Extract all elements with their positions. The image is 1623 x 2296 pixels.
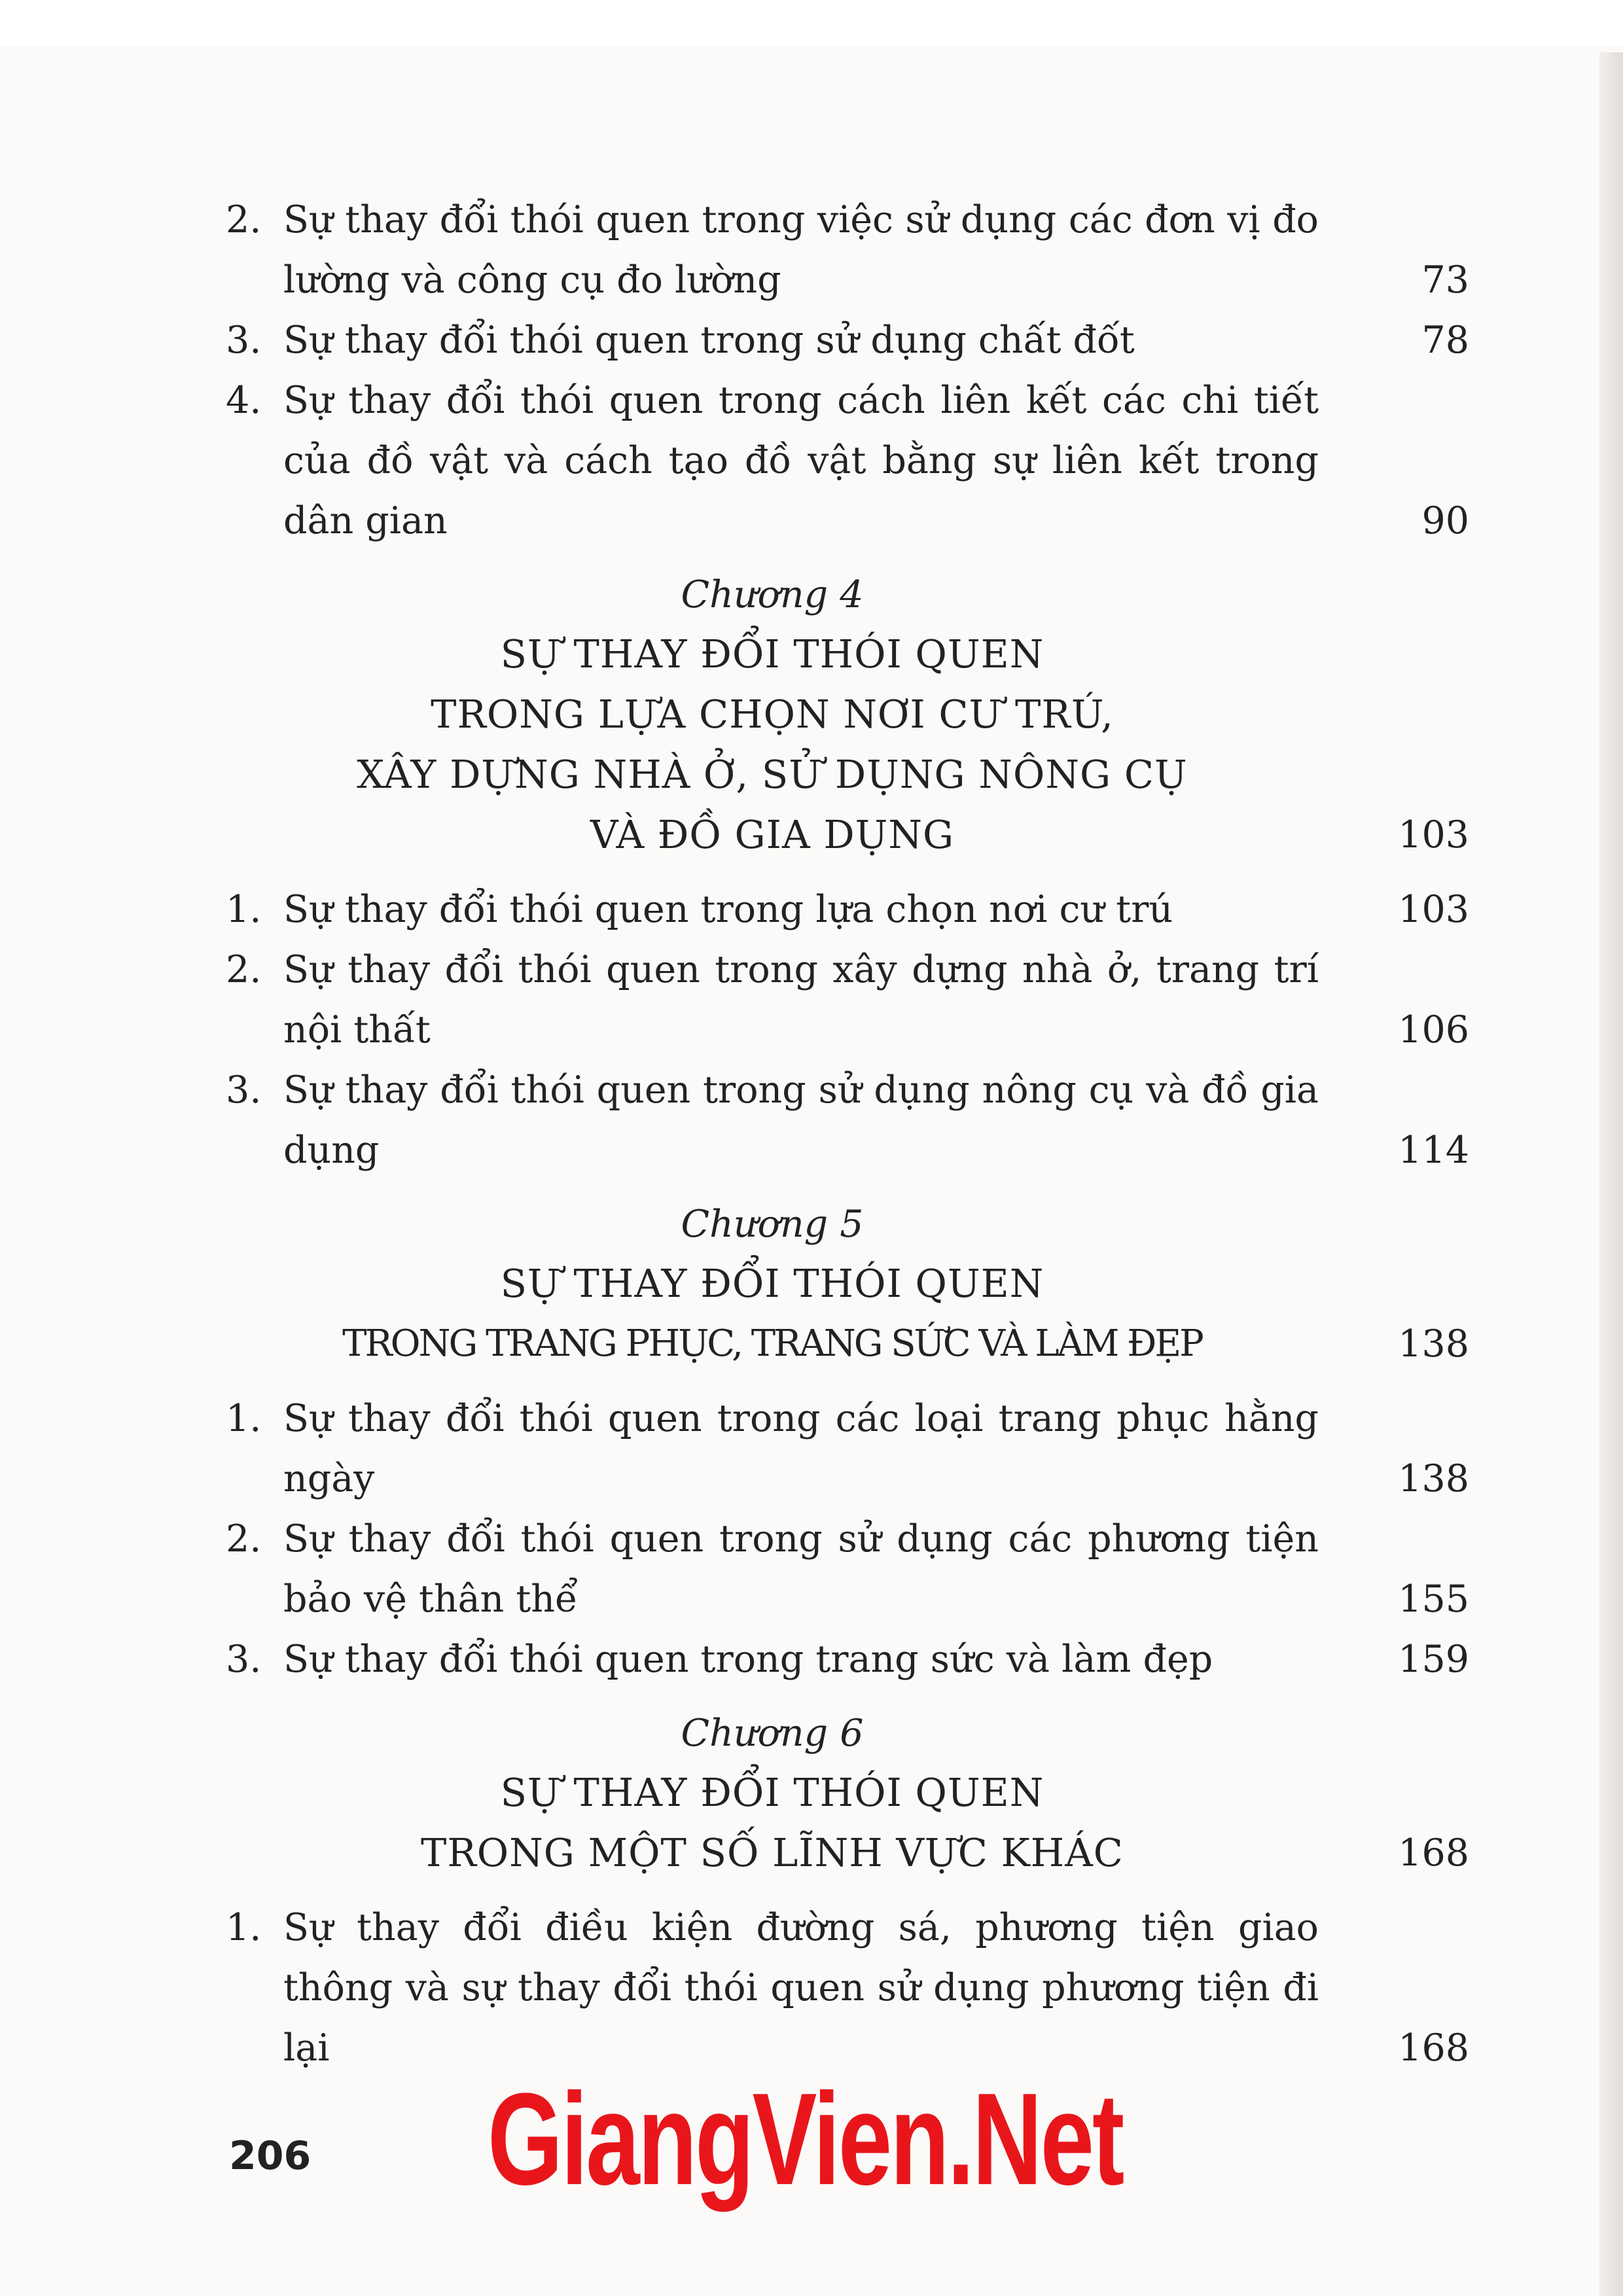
toc-entry (226, 310, 1469, 370)
toc-entry (226, 1509, 1469, 1629)
entry-page-number: 90 (1421, 499, 1469, 542)
chapter-page-number: 103 (1398, 813, 1469, 857)
chapter-4-heading (226, 565, 1469, 865)
toc-entry (226, 1629, 1469, 1689)
chapter-title-line: VÀ ĐỒ GIA DỤNG (590, 812, 955, 857)
watermark-logo: GiangVien.Net (488, 2066, 1123, 2212)
chapter-label: Chương 5 (681, 1203, 864, 1246)
entry-page-number: 103 (1398, 888, 1469, 931)
entry-title: Sự thay đổi thói quen trong xây dựng nhà ở, trang trí nội thất (283, 948, 1319, 1051)
entry-number: 4. (226, 379, 262, 422)
chapter-title-line: SỰ THAY ĐỔI THÓI QUEN (500, 1261, 1044, 1306)
entry-page-number: 106 (1398, 1008, 1469, 1051)
entry-number: 1. (226, 888, 262, 931)
chapter-title-line: SỰ THAY ĐỔI THÓI QUEN (500, 631, 1044, 677)
entry-number: 2. (226, 198, 262, 241)
entry-page-number: 155 (1398, 1578, 1469, 1621)
entry-title: Sự thay đổi thói quen trong cách liên kết các chi tiết của đồ vật và cách tạo đồ vật bằng sự liên kết trong dân gian (283, 379, 1319, 542)
entry-page-number: 159 (1398, 1638, 1469, 1681)
chapter-page-number: 138 (1398, 1322, 1469, 1366)
chapter-5-heading (226, 1195, 1469, 1374)
chapter-title-line: XÂY DỰNG NHÀ Ở, SỬ DỤNG NÔNG CỤ (357, 752, 1188, 797)
entry-number: 1. (226, 1906, 262, 1949)
entry-title: Sự thay đổi thói quen trong các loại trang phục hằng ngày (283, 1397, 1319, 1500)
toc-entry (226, 190, 1469, 310)
chapter-title-line: SỰ THAY ĐỔI THÓI QUEN (500, 1770, 1044, 1815)
table-of-contents (226, 190, 1469, 2078)
entry-page-number: 114 (1398, 1129, 1469, 1172)
entry-title: Sự thay đổi điều kiện đường sá, phương tiện giao thông và sự thay đổi thói quen sử dụng phương tiện đi lại (283, 1906, 1319, 2070)
toc-entry (226, 940, 1469, 1060)
entry-title: Sự thay đổi thói quen trong việc sử dụng các đơn vị đo lường và công cụ đo lường (283, 198, 1319, 302)
entry-page-number: 73 (1421, 258, 1469, 302)
entry-number: 1. (226, 1397, 262, 1440)
entry-title: Sự thay đổi thói quen trong sử dụng chất đốt (283, 319, 1135, 362)
entry-title: Sự thay đổi thói quen trong trang sức và làm đẹp (283, 1638, 1213, 1681)
toc-entry (226, 370, 1469, 551)
chapter-label: Chương 4 (681, 573, 864, 616)
entry-number: 3. (226, 1638, 262, 1681)
toc-entry (226, 1898, 1469, 2078)
chapter-title-line: TRONG TRANG PHỤC, TRANG SỨC VÀ LÀM ĐẸP (342, 1322, 1202, 1365)
page-top-margin (0, 0, 1623, 46)
chapter-title-line: TRONG MỘT SỐ LĨNH VỰC KHÁC (421, 1830, 1124, 1875)
entry-number: 2. (226, 1517, 262, 1561)
page-number: 206 (229, 2133, 312, 2179)
entry-title: Sự thay đổi thói quen trong sử dụng nông cụ và đồ gia dụng (283, 1069, 1319, 1172)
chapter-6-heading (226, 1704, 1469, 1883)
entry-page-number: 168 (1398, 2026, 1469, 2070)
entry-number: 3. (226, 1069, 262, 1112)
toc-entry (226, 1388, 1469, 1509)
entry-page-number: 78 (1421, 319, 1469, 362)
entry-number: 3. (226, 319, 262, 362)
page-edge (1599, 52, 1623, 2296)
entry-number: 2. (226, 948, 262, 991)
chapter-title-line: TRONG LỰA CHỌN NƠI CƯ TRÚ, (431, 692, 1114, 737)
toc-entry (226, 879, 1469, 940)
chapter-label: Chương 6 (681, 1712, 864, 1755)
entry-page-number: 138 (1398, 1457, 1469, 1500)
entry-title: Sự thay đổi thói quen trong lựa chọn nơi cư trú (283, 888, 1173, 931)
chapter-page-number: 168 (1398, 1831, 1469, 1875)
toc-entry (226, 1060, 1469, 1180)
entry-title: Sự thay đổi thói quen trong sử dụng các phương tiện bảo vệ thân thể (283, 1517, 1319, 1621)
